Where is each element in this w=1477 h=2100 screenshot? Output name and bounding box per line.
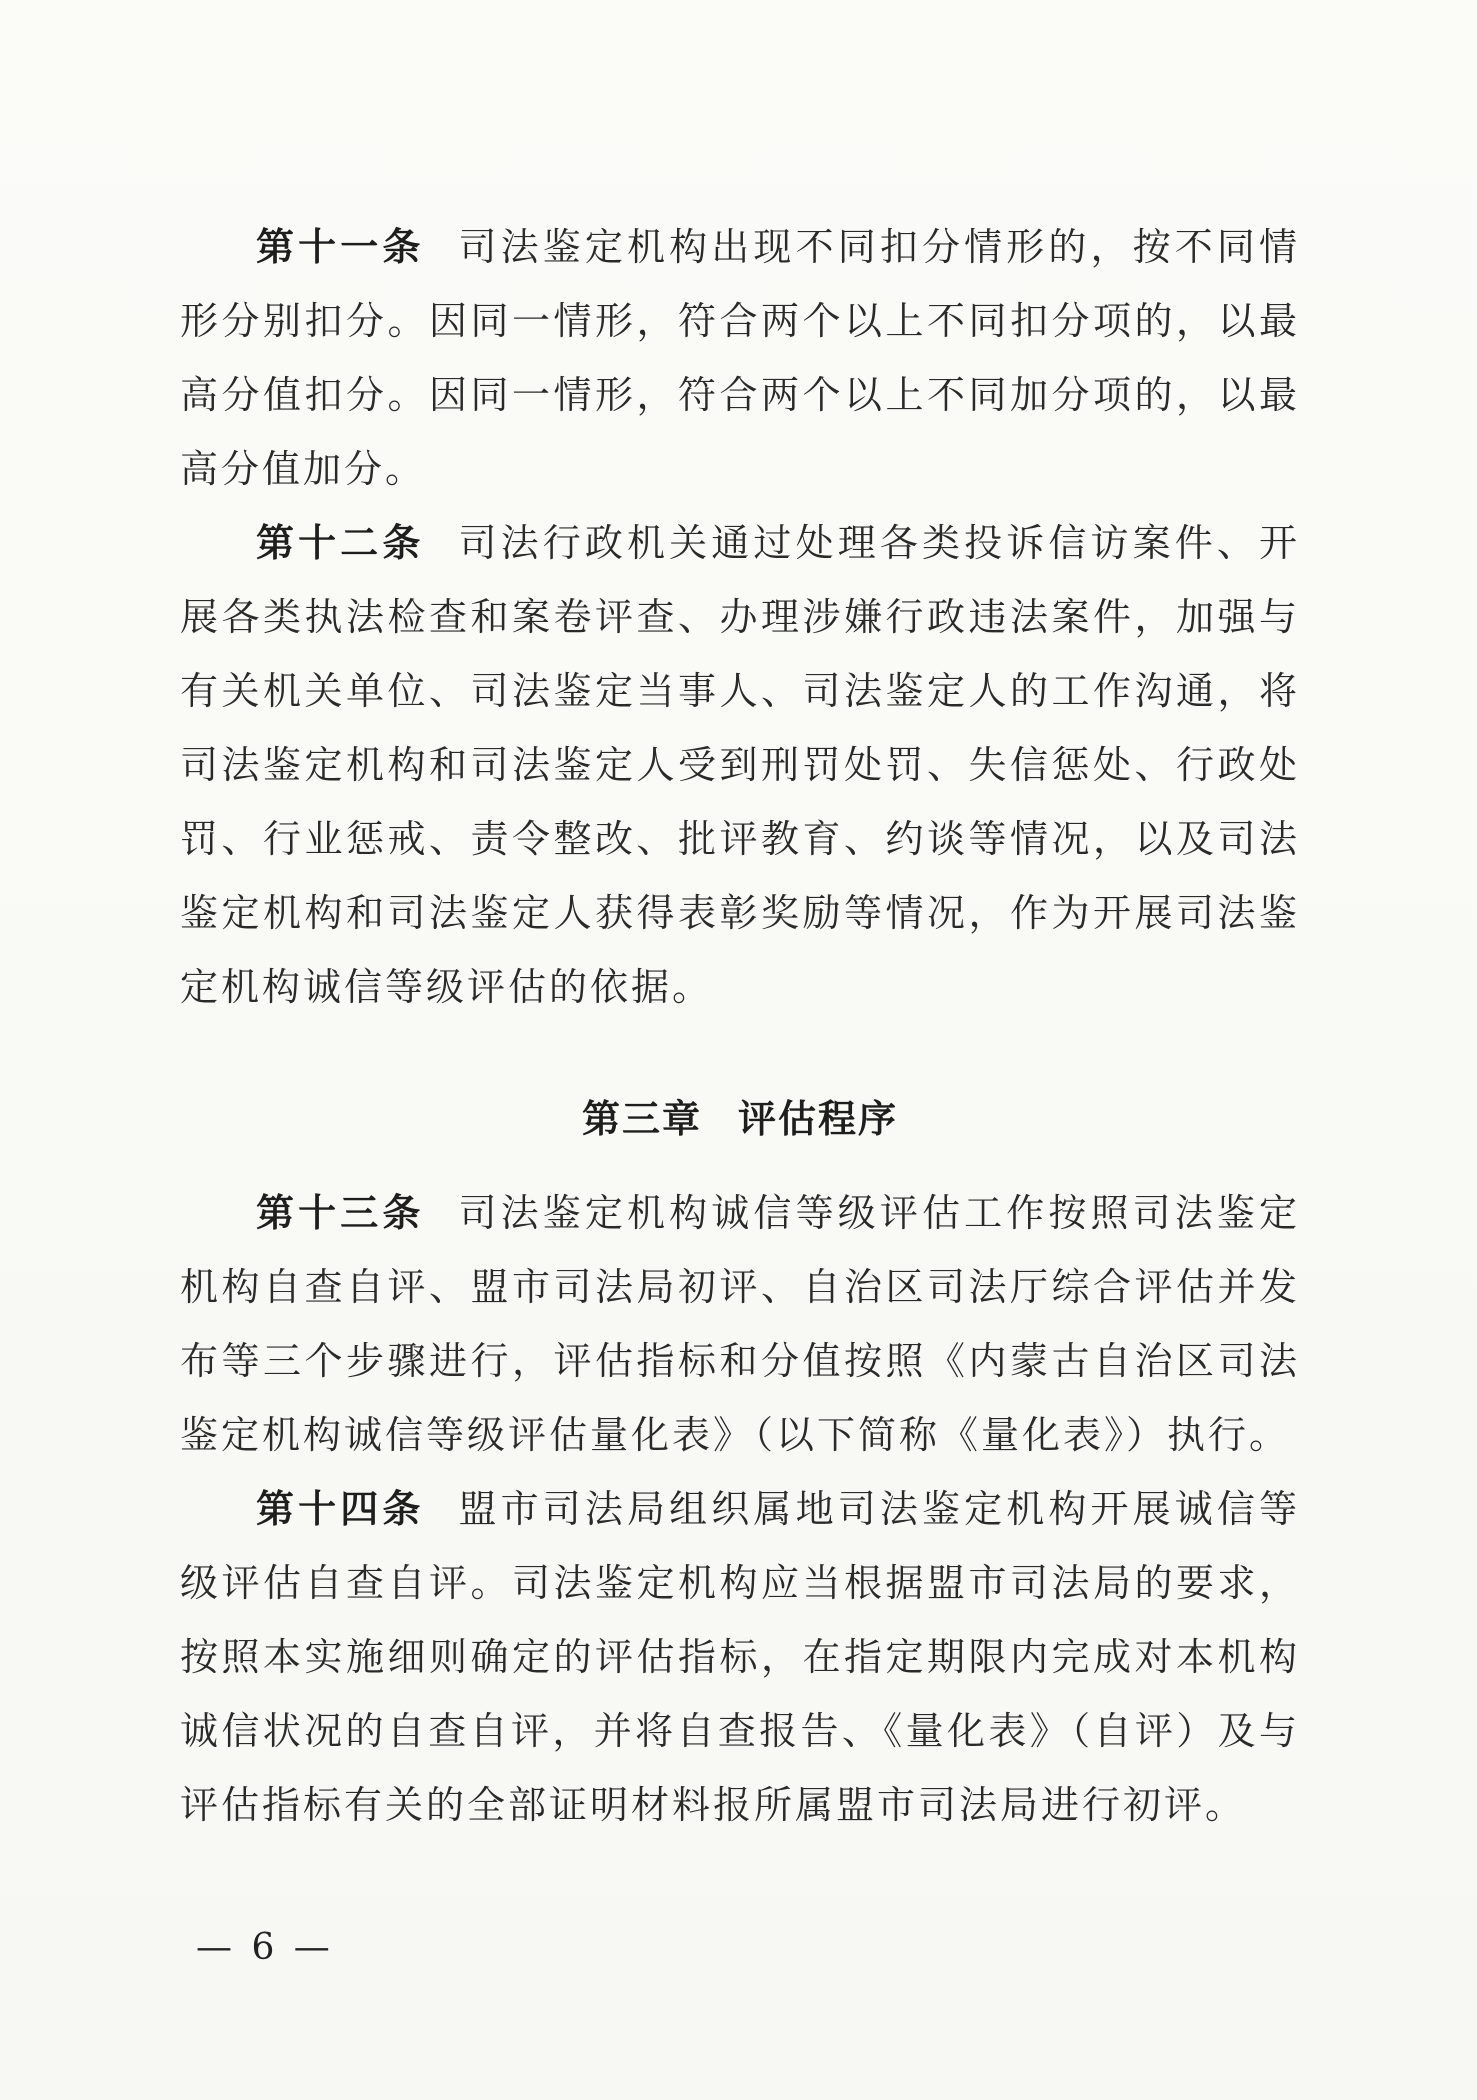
chapter-heading <box>180 1082 1300 1156</box>
article-14-number: 第十四条 <box>256 1487 425 1531</box>
article-11-text: 司法鉴定机构出现不同扣分情形的，按不同情形分别扣分。因同一情形，符合两个以上不同扣分项的，以最高分值扣分。因同一情形，符合两个以上不同加分项的，以最高分值加分。 <box>180 225 1300 491</box>
article-12-number: 第十二条 <box>256 521 425 565</box>
article-13-text: 司法鉴定机构诚信等级评估工作按照司法鉴定机构自查自评、盟市司法局初评、自治区司法厅综合评估并发布等三个步骤进行，评估指标和分值按照《内蒙古自治区司法鉴定机构诚信等级评估量化表》（以下简称《量化表》）执行。 <box>180 1191 1300 1457</box>
article-13 <box>180 1176 1300 1472</box>
article-11 <box>180 210 1300 506</box>
article-14-text: 盟市司法局组织属地司法鉴定机构开展诚信等级评估自查自评。司法鉴定机构应当根据盟市司法局的要求，按照本实施细则确定的评估指标，在指定期限内完成对本机构诚信状况的自查自评，并将自查报告、《量化表》（自评）及与评估指标有关的全部证明材料报所属盟市司法局进行初评。 <box>180 1487 1300 1827</box>
article-14 <box>180 1472 1300 1842</box>
document-body <box>180 210 1300 1842</box>
article-12 <box>180 506 1300 1024</box>
article-12-text: 司法行政机关通过处理各类投诉信访案件、开展各类执法检查和案卷评查、办理涉嫌行政违法案件，加强与有关机关单位、司法鉴定当事人、司法鉴定人的工作沟通，将司法鉴定机构和司法鉴定人受到刑罚处罚、失信惩处、行政处罚、行业惩戒、责令整改、批评教育、约谈等情况，以及司法鉴定机构和司法鉴定人获得表彰奖励等情况，作为开展司法鉴定机构诚信等级评估的依据。 <box>180 521 1300 1009</box>
chapter-number: 第三章 <box>581 1097 702 1141</box>
page-number: — 6 — <box>196 1927 334 1968</box>
article-11-number: 第十一条 <box>256 225 425 269</box>
article-13-number: 第十三条 <box>256 1191 425 1235</box>
chapter-title: 评估程序 <box>738 1097 899 1141</box>
